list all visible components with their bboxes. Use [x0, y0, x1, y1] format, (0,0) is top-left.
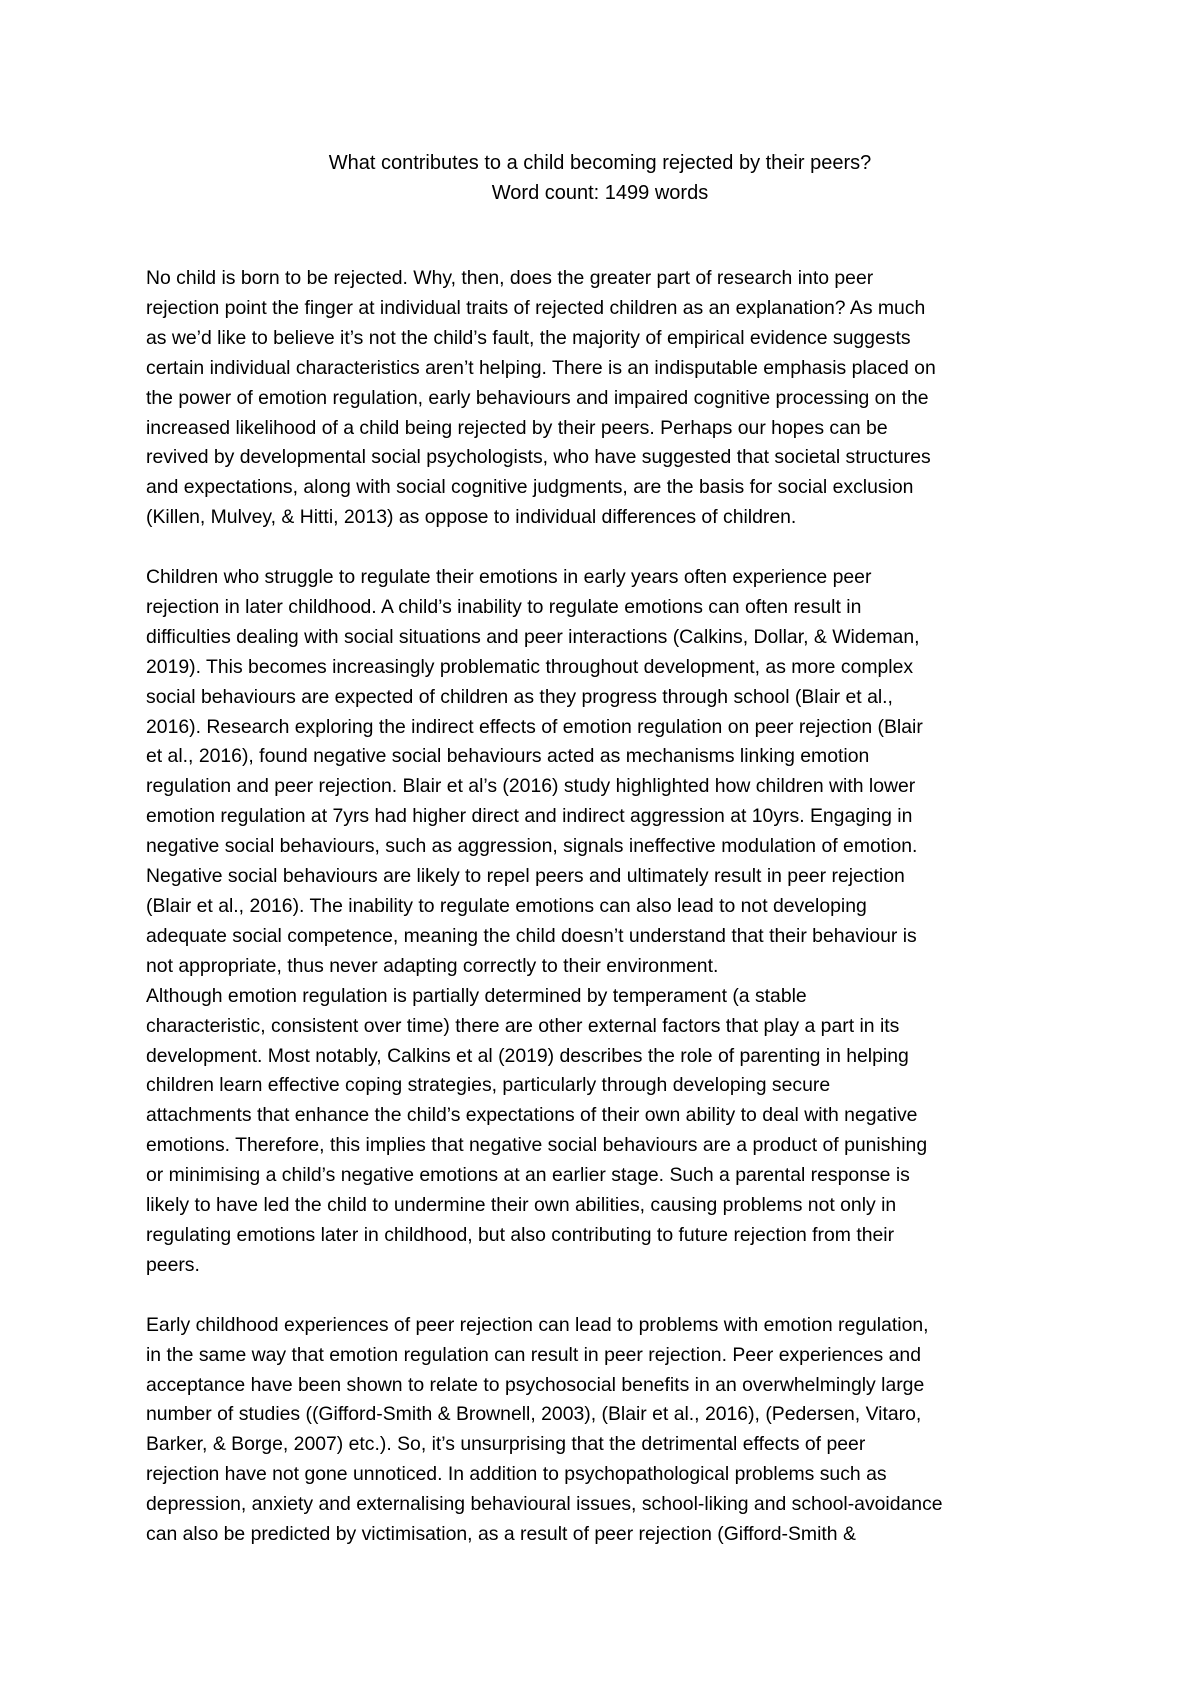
text-line: regulating emotions later in childhood, but also contributing to future rejection from their	[146, 1223, 895, 1246]
text-line: children learn effective coping strategies, particularly through developing secure	[146, 1074, 831, 1097]
text-line: 2019). This becomes increasingly problematic throughout development, as more complex	[146, 655, 914, 678]
document-body	[146, 264, 1064, 1550]
text-line: peers.	[146, 1253, 200, 1276]
text-line: rejection have not gone unnoticed. In addition to psychopathological problems such as	[146, 1463, 887, 1486]
text-line: Early childhood experiences of peer rejection can lead to problems with emotion regulation,	[146, 1313, 929, 1336]
text-line: No child is born to be rejected. Why, then, does the greater part of research into peer	[146, 267, 874, 289]
text-line: Barker, & Borge, 2007) etc.). So, it’s unsurprising that the detrimental effects of peer	[146, 1433, 866, 1456]
text-line: et al., 2016), found negative social behaviours acted as mechanisms linking emotion	[146, 745, 870, 768]
text-line: Negative social behaviours are likely to repel peers and ultimately result in peer rejection	[146, 865, 905, 888]
text-line: likely to have led the child to undermine their own abilities, causing problems not only in	[146, 1194, 897, 1217]
text-line: attachments that enhance the child’s expectations of their own ability to deal with negative	[146, 1104, 918, 1127]
text-line: adequate social competence, meaning the child doesn’t understand that their behaviour is	[146, 924, 917, 947]
text-line: depression, anxiety and externalising behavioural issues, school-liking and school-avoidance	[146, 1493, 943, 1516]
document-title: What contributes to a child becoming rejected by their peers?	[328, 152, 872, 174]
text-line: emotions. Therefore, this implies that negative social behaviours are a product of punishing	[146, 1134, 928, 1157]
text-line: increased likelihood of a child being rejected by their peers. Perhaps our hopes can be	[146, 416, 888, 439]
text-line: development. Most notably, Calkins et al (2019) describes the role of parenting in helping	[146, 1044, 909, 1067]
title-block	[146, 148, 1054, 208]
text-line: Although emotion regulation is partially determined by temperament (a stable	[146, 984, 807, 1007]
text-line: the power of emotion regulation, early behaviours and impaired cognitive processing on the	[146, 386, 929, 409]
word-count: Word count: 1499 words	[491, 182, 709, 204]
text-line: social behaviours are expected of children as they progress through school (Blair et al.,	[146, 685, 893, 708]
text-line: acceptance have been shown to relate to psychosocial benefits in an overwhelmingly large	[146, 1373, 925, 1396]
text-line: rejection in later childhood. A child’s inability to regulate emotions can often result in	[146, 595, 862, 618]
text-line: revived by developmental social psychologists, who have suggested that societal structures	[146, 446, 931, 469]
text-line: as we’d like to believe it’s not the child’s fault, the majority of empirical evidence suggests	[146, 326, 911, 349]
text-line: (Blair et al., 2016). The inability to regulate emotions can also lead to not developing	[146, 895, 867, 918]
text-line: Children who struggle to regulate their emotions in early years often experience peer	[146, 566, 872, 589]
text-line: can also be predicted by victimisation, as a result of peer rejection (Gifford-Smith &	[146, 1523, 856, 1546]
paragraph-break	[146, 533, 1064, 563]
text-line: rejection point the finger at individual traits of rejected children as an explanation? As much	[146, 296, 926, 319]
text-line: and expectations, along with social cognitive judgments, are the basis for social exclusion	[146, 476, 914, 499]
text-line: negative social behaviours, such as aggression, signals ineffective modulation of emotion.	[146, 835, 918, 858]
text-line: 2016). Research exploring the indirect effects of emotion regulation on peer rejection (Blair	[146, 715, 923, 738]
text-line: regulation and peer rejection. Blair et al’s (2016) study highlighted how children with lower	[146, 775, 916, 798]
text-line: characteristic, consistent over time) there are other external factors that play a part in its	[146, 1014, 900, 1037]
text-line: emotion regulation at 7yrs had higher direct and indirect aggression at 10yrs. Engaging in	[146, 805, 913, 828]
paragraph-break	[146, 1281, 1064, 1311]
text-line: number of studies ((Gifford-Smith & Brownell, 2003), (Blair et al., 2016), (Pedersen, Vitaro,	[146, 1403, 922, 1426]
text-line: difficulties dealing with social situations and peer interactions (Calkins, Dollar, & Wideman,	[146, 625, 920, 648]
text-line: or minimising a child’s negative emotions at an earlier stage. Such a parental response is	[146, 1164, 910, 1187]
text-line: (Killen, Mulvey, & Hitti, 2013) as oppose to individual differences of children.	[146, 506, 797, 529]
text-line: in the same way that emotion regulation can result in peer rejection. Peer experiences and	[146, 1343, 921, 1366]
text-line: not appropriate, thus never adapting correctly to their environment.	[146, 954, 719, 977]
text-line: certain individual characteristics aren’t helping. There is an indisputable emphasis placed on	[146, 356, 936, 379]
